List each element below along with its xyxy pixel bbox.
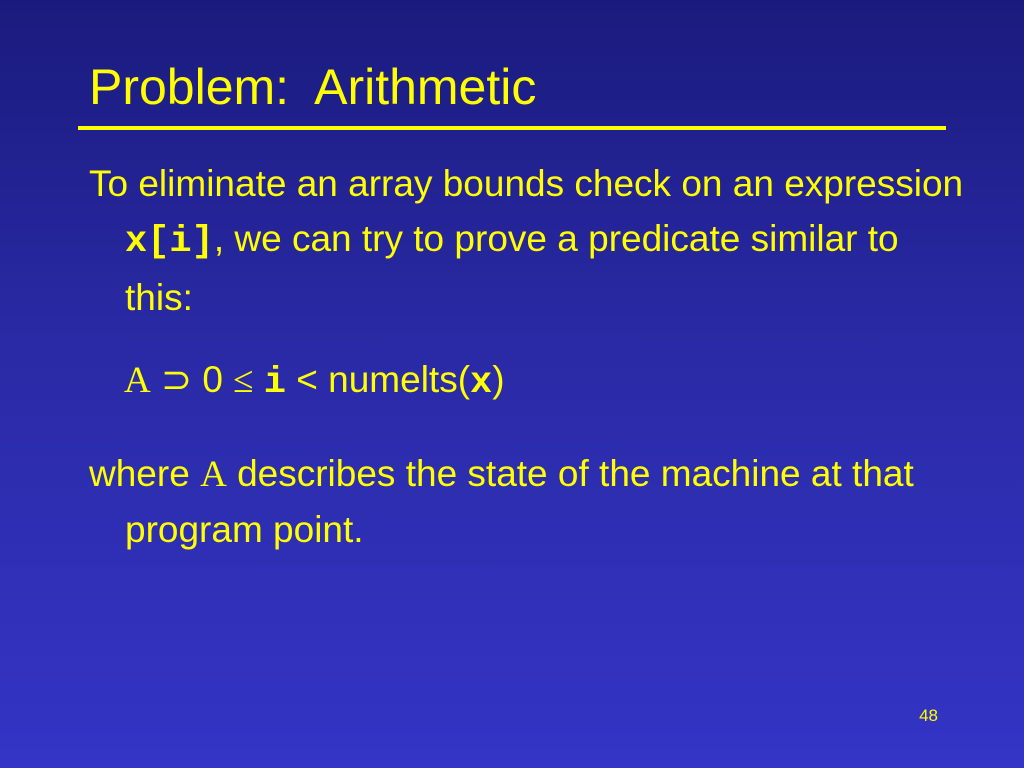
leq-symbol: ≤ — [233, 360, 254, 401]
lower-bound: 0 — [202, 359, 223, 400]
page-number: 48 — [919, 706, 938, 725]
array-variable: x — [470, 362, 493, 404]
slide-title: Problem: Arithmetic — [89, 59, 537, 115]
implies-symbol: ⊃ — [161, 360, 193, 401]
paragraph-2-text-after: describes the state of the machine at that program point. — [125, 453, 914, 550]
close-paren: ) — [492, 359, 505, 400]
paragraph-state-description — [89, 446, 975, 557]
state-symbol-inline: A — [200, 454, 227, 495]
lt-symbol: < — [296, 359, 318, 400]
code-expression: x[i] — [125, 221, 214, 263]
index-variable: i — [263, 362, 286, 404]
function-name: numelts( — [328, 359, 471, 400]
state-symbol: A — [124, 360, 151, 401]
title-underline — [78, 126, 946, 130]
paragraph-array-bounds — [89, 156, 975, 325]
paragraph-2-text-before: where — [89, 453, 201, 494]
paragraph-1-text-after: , we can try to prove a predicate similar to this: — [125, 218, 899, 318]
predicate-formula — [124, 352, 505, 411]
paragraph-1-text-before: To eliminate an array bounds check on an expression — [89, 163, 964, 204]
